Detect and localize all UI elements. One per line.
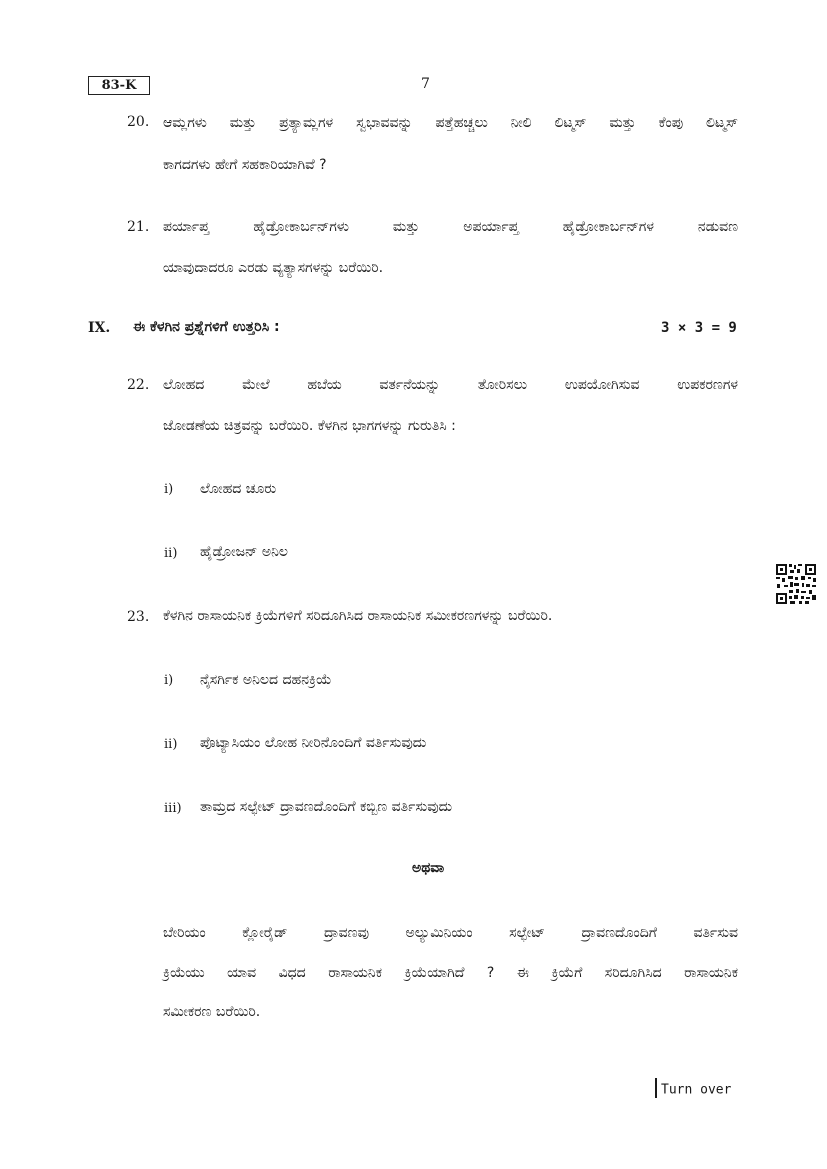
qr-code-icon <box>775 563 817 605</box>
question-20-line-2: ಕಾಗದಗಳು ಹೇಗೆ ಸಹಕಾರಿಯಾಗಿವೆ ? <box>163 157 327 173</box>
question-22-part-2-text: ಹೈಡ್ರೋಜನ್ ಅನಿಲ <box>200 544 288 560</box>
question-22-part-1-number: i) <box>164 482 174 497</box>
question-23-part-3-number: iii) <box>164 801 182 816</box>
paper-code: 83-K <box>88 76 150 95</box>
question-22-part-2-number: ii) <box>164 546 178 561</box>
question-23-part-1-text: ನೈಸರ್ಗಿಕ ಅನಿಲದ ದಹನಕ್ರಿಯೆ <box>200 672 332 688</box>
question-22-part-1-text: ಲೋಹದ ಚೂರು <box>200 481 277 497</box>
question-23-alt-line-2: ಕ್ರಿಯೆಯು ಯಾವ ವಿಧದ ರಾಸಾಯನಿಕ ಕ್ರಿಯೆಯಾಗಿದೆ ? ಈ ಕ್ರಿಯೆಗೆ ಸರಿದೂಗಿಸಿದ ರಾಸಾಯನಿಕ <box>163 965 738 981</box>
section-ix-title: ಈ ಕೆಳಗಿನ ಪ್ರಶ್ನೆಗಳಿಗೆ ಉತ್ತರಿಸಿ : <box>133 319 280 335</box>
question-21-line-2: ಯಾವುದಾದರೂ ಎರಡು ವ್ಯತ್ಯಾಸಗಳನ್ನು ಬರೆಯಿರಿ. <box>163 260 384 276</box>
question-22-number: 22. <box>127 377 150 393</box>
page-number: 7 <box>421 76 430 92</box>
question-21-line-1: ಪರ್ಯಾಪ್ತ ಹೈಡ್ರೋಕಾರ್ಬನ್‌ಗಳು ಮತ್ತು ಅಪರ್ಯಾಪ್ತ ಹೈಡ್ರೋಕಾರ್ಬನ್‌ಗಳ ನಡುವಣ <box>163 219 738 235</box>
bracket-mark <box>655 1078 657 1098</box>
question-23-alt-line-3: ಸಮೀಕರಣ ಬರೆಯಿರಿ. <box>163 1004 261 1020</box>
question-22-line-2: ಜೋಡಣೆಯ ಚಿತ್ರವನ್ನು ಬರೆಯಿರಿ. ಕೆಳಗಿನ ಭಾಗಗಳನ್ನು ಗುರುತಿಸಿ : <box>163 418 456 434</box>
question-23-part-1-number: i) <box>164 673 174 688</box>
turn-over-text: Turn over <box>661 1082 732 1098</box>
or-label: ಅಥವಾ <box>412 860 445 876</box>
question-20-line-1: ಆಮ್ಲಗಳು ಮತ್ತು ಪ್ರತ್ಯಾಮ್ಲಗಳ ಸ್ವಭಾವವನ್ನು ಪತ್ತೆಹಚ್ಚಲು ನೀಲಿ ಲಿಟ್ಮಸ್ ಮತ್ತು ಕೆಂಪು ಲಿಟ್ಮಸ್ <box>163 115 738 131</box>
section-ix-label: IX. <box>88 320 111 336</box>
question-23-part-3-text: ತಾಮ್ರದ ಸಲ್ಫೇಟ್ ದ್ರಾವಣದೊಂದಿಗೆ ಕಬ್ಬಿಣ ವರ್ತಿಸುವುದು <box>200 799 453 815</box>
question-23-number: 23. <box>127 609 150 625</box>
question-21-number: 21. <box>127 219 150 235</box>
question-20-number: 20. <box>127 114 150 130</box>
question-22-line-1: ಲೋಹದ ಮೇಲೆ ಹಬೆಯ ವರ್ತನೆಯನ್ನು ತೋರಿಸಲು ಉಪಯೋಗಿಸುವ ಉಪಕರಣಗಳ <box>163 377 738 393</box>
question-23-part-2-text: ಪೊಟ್ಯಾಸಿಯಂ ಲೋಹ ನೀರಿನೊಂದಿಗೆ ವರ್ತಿಸುವುದು <box>200 735 427 751</box>
question-23-part-2-number: ii) <box>164 737 178 752</box>
question-23-line-1: ಕೆಳಗಿನ ರಾಸಾಯನಿಕ ಕ್ರಿಯೆಗಳಿಗೆ ಸರಿದೂಗಿಸಿದ ರಾಸಾಯನಿಕ ಸಮೀಕರಣಗಳನ್ನು ಬರೆಯಿರಿ. <box>163 608 553 624</box>
section-ix-marks: 3 × 3 = 9 <box>661 320 737 336</box>
turn-over-label <box>655 1080 731 1100</box>
question-23-alt-line-1: ಬೇರಿಯಂ ಕ್ಲೋರೈಡ್ ದ್ರಾವಣವು ಅಲ್ಯುಮಿನಿಯಂ ಸಲ್ಫೇಟ್ ದ್ರಾವಣದೊಂದಿಗೆ ವರ್ತಿಸುವ <box>163 925 738 941</box>
